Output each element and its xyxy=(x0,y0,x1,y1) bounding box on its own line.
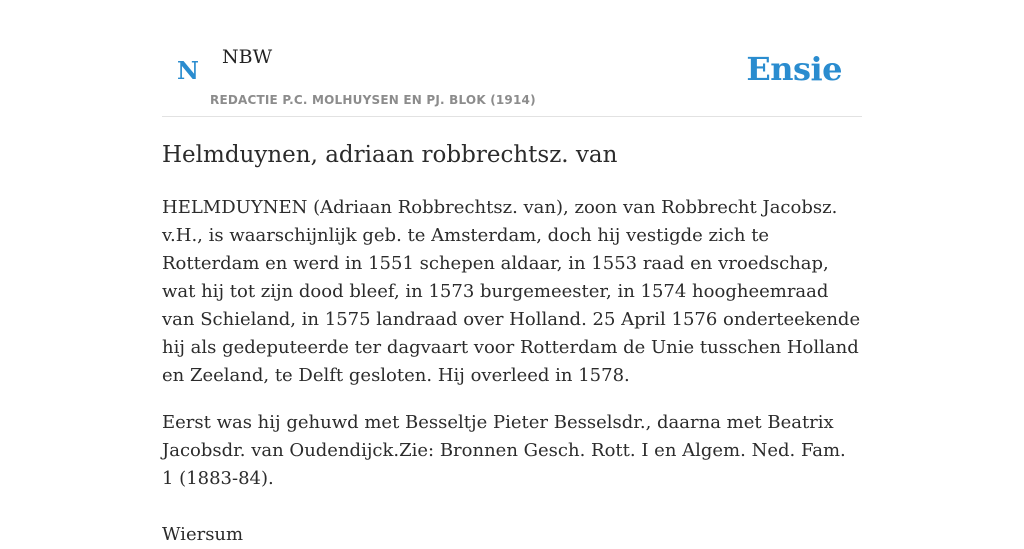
article-paragraph: Eerst was hij gehuwd met Besseltje Pieter Besselsdr., daarna met Beatrix Jacobsdr. van Oudendijck.Zie: Bronnen Gesch. Rott. I en Algem. Ned. Fam. 1 (1883-84). xyxy=(162,412,846,489)
source-logo[interactable]: N xyxy=(177,56,199,85)
article-author: Wiersum xyxy=(162,524,244,545)
article-paragraph: HELMDUYNEN (Adriaan Robbrechtsz. van), zoon van Robbrecht Jacobsz. v.H., is waarschijnlijk geb. te Amsterdam, doch hij vestigde zich te Rotterdam en werd in 1551 schepen aldaar, in 1553 raad en vroedschap, wat hij tot zijn dood bleef, in 1573 burgemeester, in 1574 hoogheemraad van Schieland, in 1575 landraad over Holland. 25 April 1576 onderteekende hij als gedeputeerde ter dagvaart voor Rotterdam de Unie tusschen Holland en Zeeland, te Delft gesloten. Hij overleed in 1578. xyxy=(162,197,861,386)
source-subtitle: REDACTIE P.C. MOLHUYSEN EN PJ. BLOK (1914) xyxy=(210,93,536,107)
article xyxy=(162,138,862,549)
brand-logo-link[interactable]: Ensie xyxy=(746,50,842,88)
source-header xyxy=(162,30,862,117)
source-name[interactable]: NBW xyxy=(222,46,273,68)
article-title: Helmduynen, adriaan robbrechtsz. van xyxy=(162,142,618,168)
